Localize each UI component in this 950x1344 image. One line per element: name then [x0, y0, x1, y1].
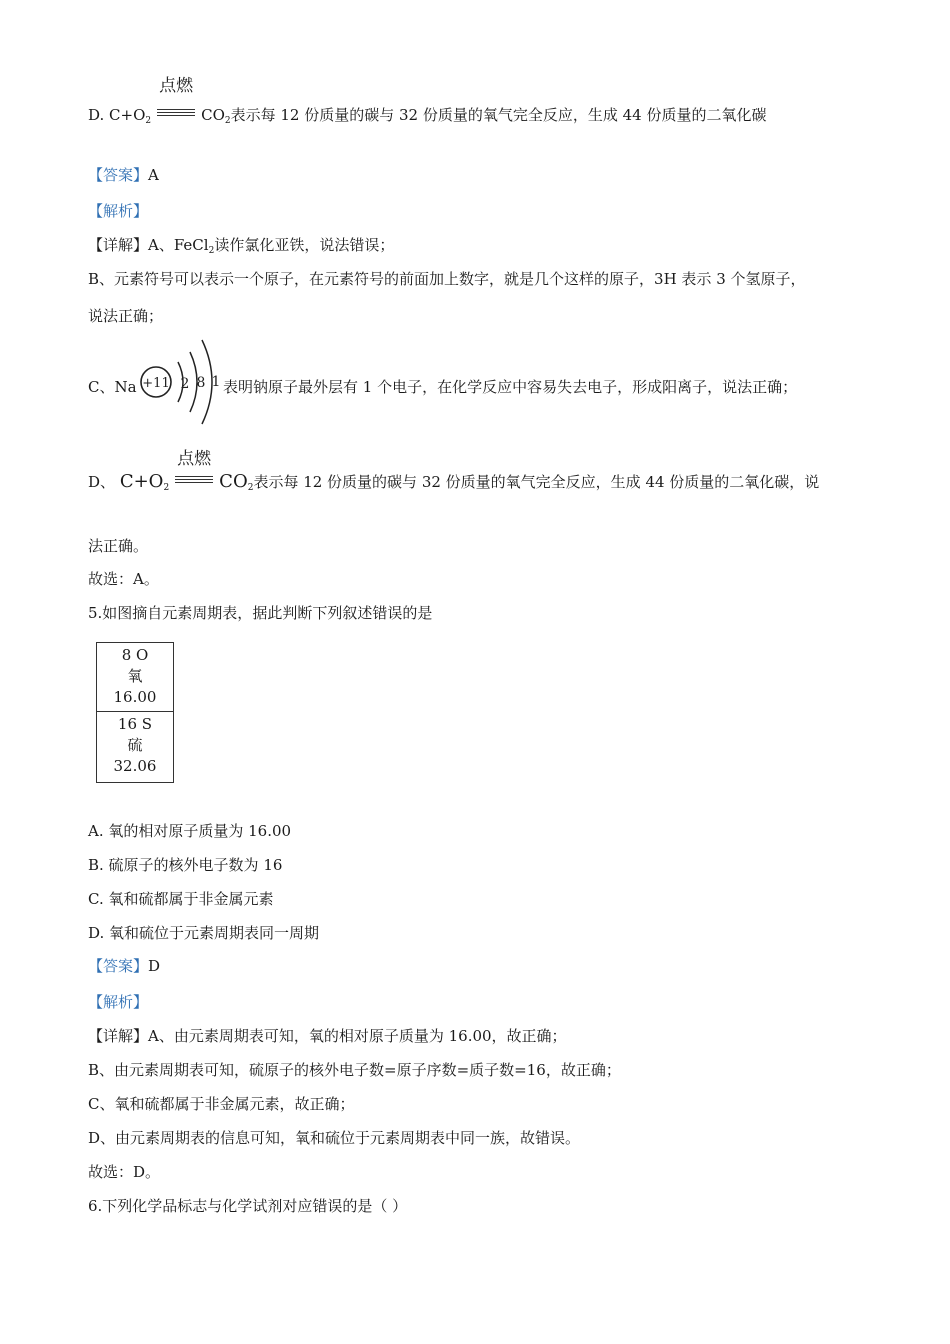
subscript: 2	[247, 483, 254, 493]
shell-count-3: 1	[211, 374, 221, 390]
element-symbol: C、Na	[88, 378, 137, 396]
detail-line-d-cont: 法正确。	[88, 537, 149, 555]
formula-text: CO	[219, 471, 248, 492]
detail-line-a	[88, 235, 394, 255]
reaction-condition-arrow	[173, 449, 215, 493]
detail-line-c	[88, 377, 137, 397]
element-cell-sulfur	[97, 711, 173, 782]
element-mass: 32.06	[113, 757, 157, 775]
answer-tag: 【答案】	[88, 957, 149, 975]
detail-line-b-cont: 说法正确；	[88, 307, 164, 325]
detail-line-d	[88, 449, 820, 493]
conclusion-line: 故选：A。	[88, 570, 159, 588]
element-number-symbol: 16 S	[117, 715, 153, 733]
subscript: 2	[145, 116, 152, 126]
detail-text: D、	[88, 473, 116, 491]
answer-line	[88, 956, 160, 976]
detail-text: 表示每 12 份质量的碳与 32 份质量的氧气完全反应，生成 44 份质量的二氧化碳，说	[253, 473, 820, 491]
shell-count-2: 8	[196, 375, 206, 391]
analysis-tag: 【解析】	[88, 993, 149, 1011]
shell-count-1: 2	[180, 376, 190, 392]
option-b: B. 硫原子的核外电子数为 16	[88, 856, 283, 874]
element-cell-oxygen	[97, 643, 173, 711]
analysis-tag: 【解析】	[88, 202, 149, 220]
atomic-structure-diagram	[138, 336, 226, 428]
answer-value: D	[148, 957, 161, 975]
question-5-stem: 5.如图摘自元素周期表，据此判断下列叙述错误的是	[88, 604, 433, 622]
detail-line: B、由元素周期表可知，硫原子的核外电子数=原子序数=质子数=16，故正确；	[88, 1061, 621, 1079]
detail-line-b: B、元素符号可以表示一个原子，在元素符号的前面加上数字，就是几个这样的原子，3H 表示 3 个氢原子，	[88, 270, 806, 288]
answer-line	[88, 165, 159, 185]
element-mass: 16.00	[113, 688, 157, 706]
formula-text: C+O	[119, 471, 164, 492]
element-number-symbol: 8 O	[121, 646, 149, 664]
formula-text: CO	[201, 106, 225, 124]
detail-text: 读作氯化亚铁，说法错误；	[214, 236, 395, 254]
option-text: 表示每 12 份质量的碳与 32 份质量的氧气完全反应，生成 44 份质量的二氧化碳	[230, 106, 767, 124]
option-a: A. 氧的相对原子质量为 16.00	[88, 822, 292, 840]
option-c: C. 氧和硫都属于非金属元素	[88, 890, 274, 908]
answer-tag: 【答案】	[88, 166, 149, 184]
condition-label: 点燃	[177, 449, 212, 469]
detail-line: 【详解】A、由元素周期表可知，氧的相对原子质量为 16.00，故正确；	[88, 1027, 567, 1045]
detail-text: 【详解】A、FeCl	[88, 236, 209, 254]
subscript: 2	[224, 116, 231, 126]
element-name: 硫	[127, 736, 143, 754]
option-d: D. 氧和硫位于元素周期表同一周期	[88, 924, 320, 942]
conclusion-line: 故选：D。	[88, 1163, 161, 1181]
answer-value: A	[148, 166, 159, 184]
question-6-stem: 6.下列化学品标志与化学试剂对应错误的是（ ）	[88, 1197, 408, 1215]
subscript: 2	[163, 483, 170, 493]
condition-label: 点燃	[159, 76, 194, 96]
element-name: 氧	[127, 667, 143, 685]
detail-line: D、由元素周期表的信息可知，氧和硫位于元素周期表中同一族，故错误。	[88, 1129, 581, 1147]
reaction-condition-arrow	[155, 76, 197, 126]
formula-text: D. C+O	[88, 106, 146, 124]
detail-line: C、氧和硫都属于非金属元素，故正确；	[88, 1095, 355, 1113]
detail-line-c-text: 表明钠原子最外层有 1 个电子，在化学反应中容易失去电子，形成阳离子，说法正确；	[223, 378, 798, 396]
nucleus-charge: +11	[142, 376, 170, 391]
periodic-table-excerpt	[96, 642, 174, 783]
option-d-top	[88, 76, 767, 126]
subscript: 2	[208, 246, 215, 256]
